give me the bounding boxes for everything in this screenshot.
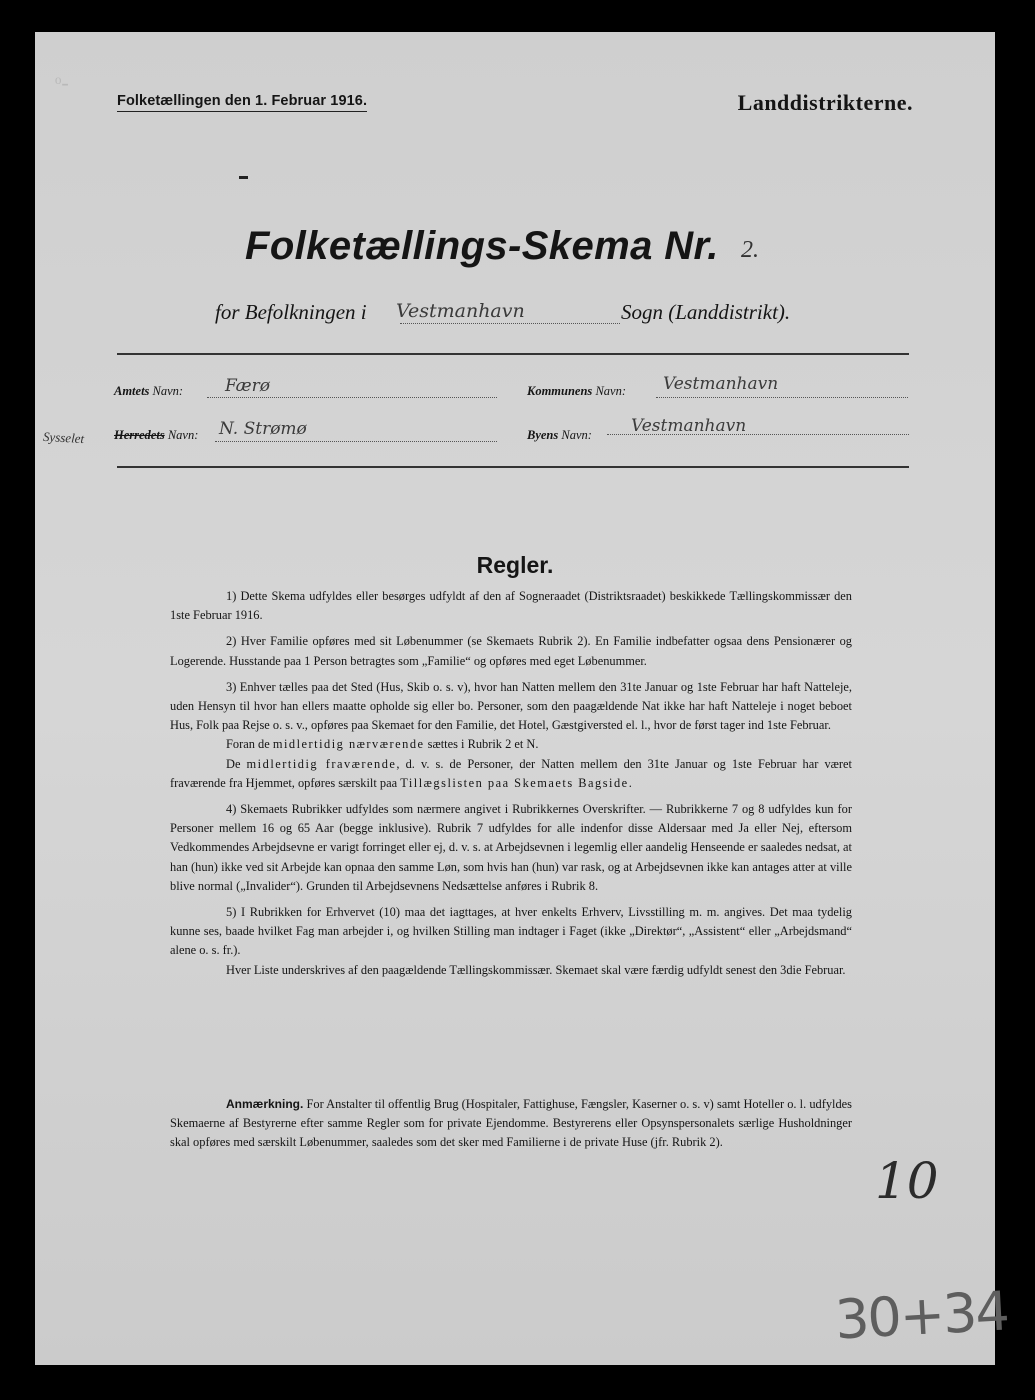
rule-6: Hver Liste underskrives af den paagældende Tællingskommissær. Skemaet skal være færdig udfyldt senest den 3die Februar. xyxy=(226,962,846,977)
rule-4: 4) Skemaets Rubrikker udfyldes som nærmere angivet i Rubrikkernes Overskrifter. — Rubrikkerne 7 og 8 udfyldes kun for Personer mellem 16 og 65 Aar (begge inklusive). Rubrik 7 udfyldes for alle indenfor disse Aldersaar med Ja eller Nej, eftersom Vedkommendes Arbejdsevne er varigt forringet eller ej, d. v. s. at Arbejdsevnen i legemlig eller aandelig Henseende er saaledes nedsat, at han (hun) ikke ved sit Arbejde kan opnaa den samme Løn, som hvis han (hun) var rask, og at Arbejdsevnen ikke kan antages atter at ville blive normal („Invalider“). Grunden til Arbejdsevnens Nedsættelse anføres i Rubrik 8. xyxy=(170,802,852,893)
by-value-handwritten: Vestmanhavn xyxy=(631,416,747,436)
subtitle-prefix: for Befolkningen i xyxy=(215,300,367,324)
herred-value-handwritten: N. Strømø xyxy=(219,419,307,439)
rule-3-absent-end: . xyxy=(628,775,632,790)
subtitle-suffix: Sogn (Landdistrikt). xyxy=(621,300,791,324)
census-form-page xyxy=(35,32,1010,1365)
note-label: Anmærkning. xyxy=(226,1097,304,1111)
rule-3-present xyxy=(170,735,852,754)
kommune-label-plain: Navn: xyxy=(595,384,626,398)
census-date-header: Folketællingen den 1. Februar 1916. xyxy=(117,93,367,112)
amt-label-bold: Amtets xyxy=(114,384,150,398)
herred-label-struck: Herredets xyxy=(114,428,165,442)
faint-pencil-mark: ᵒ- xyxy=(55,70,69,95)
kommune-label xyxy=(527,384,626,399)
rule-1: 1) Dette Skema udfyldes eller besørges udfyldt af den af Sogneraadet (Distriktsraadet) beskikkede Tællingskommissær den 1ste Februar 1916. xyxy=(170,589,852,623)
herred-fill-line xyxy=(215,441,497,442)
rule-2: 2) Hver Familie opføres med sit Løbenummer (se Skemaets Rubrik 2). En Familie indbefatter ogsaa dens Pensionærer og Logerende. Husstande paa 1 Person betragtes som „Familie“ og opføres med eget Løbenummer. xyxy=(170,634,852,668)
rule-3-present-pre: Foran de xyxy=(226,737,270,752)
kommune-value-handwritten: Vestmanhavn xyxy=(663,374,779,394)
divider-bottom xyxy=(117,466,909,468)
rule-3-present-spaced: midlertidig nærværende xyxy=(272,737,425,752)
rule-3-absent-mid: , d. v. s. de Personer, der Natten mellem den 31te Januar og 1ste Februar har været fraværende fra Hjemmet, opføres særskilt paa xyxy=(170,756,852,790)
by-label-bold: Byens xyxy=(527,428,559,442)
form-number-handwritten: 2. xyxy=(741,237,759,263)
rules-heading: Regler. xyxy=(476,552,554,578)
rule-5: 5) I Rubrikken for Erhvervet (10) maa det iagttages, at hver enkelts Erhverv, Livsstilling m. m. angives. Det maa tydelig kunne ses, baade hvilket Fag man arbejder i, og hvilken Stilling man indtager i Faget (ikke „Direktør“, „Assistent“ eller „Arbejdsmand“ alene o. s. fr.). xyxy=(170,905,852,958)
amt-label-plain: Navn: xyxy=(152,384,184,398)
herred-label-plain: Navn: xyxy=(167,428,199,442)
district-type-header: Landdistrikterne. xyxy=(737,90,913,115)
parish-fill-line xyxy=(400,323,620,324)
dash-mark xyxy=(239,176,248,179)
herred-label xyxy=(114,428,198,443)
amt-value-handwritten: Færø xyxy=(225,376,270,396)
divider-top xyxy=(117,353,909,355)
rule-3-absent xyxy=(170,755,852,793)
handwritten-number: 10 xyxy=(875,1152,939,1210)
amt-fill-line xyxy=(207,397,497,398)
rule-3-absent-pre: De xyxy=(226,756,241,771)
amt-label xyxy=(114,384,183,399)
note-paragraph xyxy=(170,1095,852,1153)
note-text: For Anstalter til offentlig Brug (Hospitaler, Fattighuse, Fængsler, Kaserner o. s. v) samt Hoteller o. l. udfyldes Skemaerne af Bestyrerne efter samme Regler som for private Ejendomme. Bestyrerens eller Opsynspersonalets særlige Husholdninger skal opføres med særskilt Løbenummer, saaledes som det sker med Familierne i de private Huse (jfr. Rubrik 2). xyxy=(170,1097,852,1150)
kommune-fill-line xyxy=(656,397,908,398)
by-label-plain: Navn: xyxy=(561,428,592,442)
pencil-annotation: 30+34 xyxy=(833,1279,1010,1352)
margin-note-handwritten: Sysselet xyxy=(42,428,85,447)
parish-name-handwritten: Vestmanhavn xyxy=(396,300,525,322)
rules-body xyxy=(170,587,852,987)
rule-3: 3) Enhver tælles paa det Sted (Hus, Skib o. s. v), hvor han Natten mellem den 31te Januar og 1ste Februar har haft Natteleje, uden Hensyn til hvor han ellers maatte opholde sig eller bo. Personer, som den paagældende Nat ikke har haft Natteleje i noget beboet Hus, Folk paa Rejse o. s. v., opføres paa Skemaet for den Familie, det Hotel, Gæstgiversted el. l., hvor de først tager ind 1ste Februar. xyxy=(170,679,852,733)
form-title: Folketællings-Skema Nr. xyxy=(245,224,719,268)
kommune-label-bold: Kommunens xyxy=(527,384,593,398)
rule-3-present-post: sættes i Rubrik 2 et N. xyxy=(427,737,539,752)
by-label xyxy=(527,428,592,443)
rule-3-absent-spaced: midlertidig fraværende xyxy=(246,756,397,771)
rule-3-absent-spaced2: Tillægslisten paa Skemaets Bagside xyxy=(400,775,629,790)
